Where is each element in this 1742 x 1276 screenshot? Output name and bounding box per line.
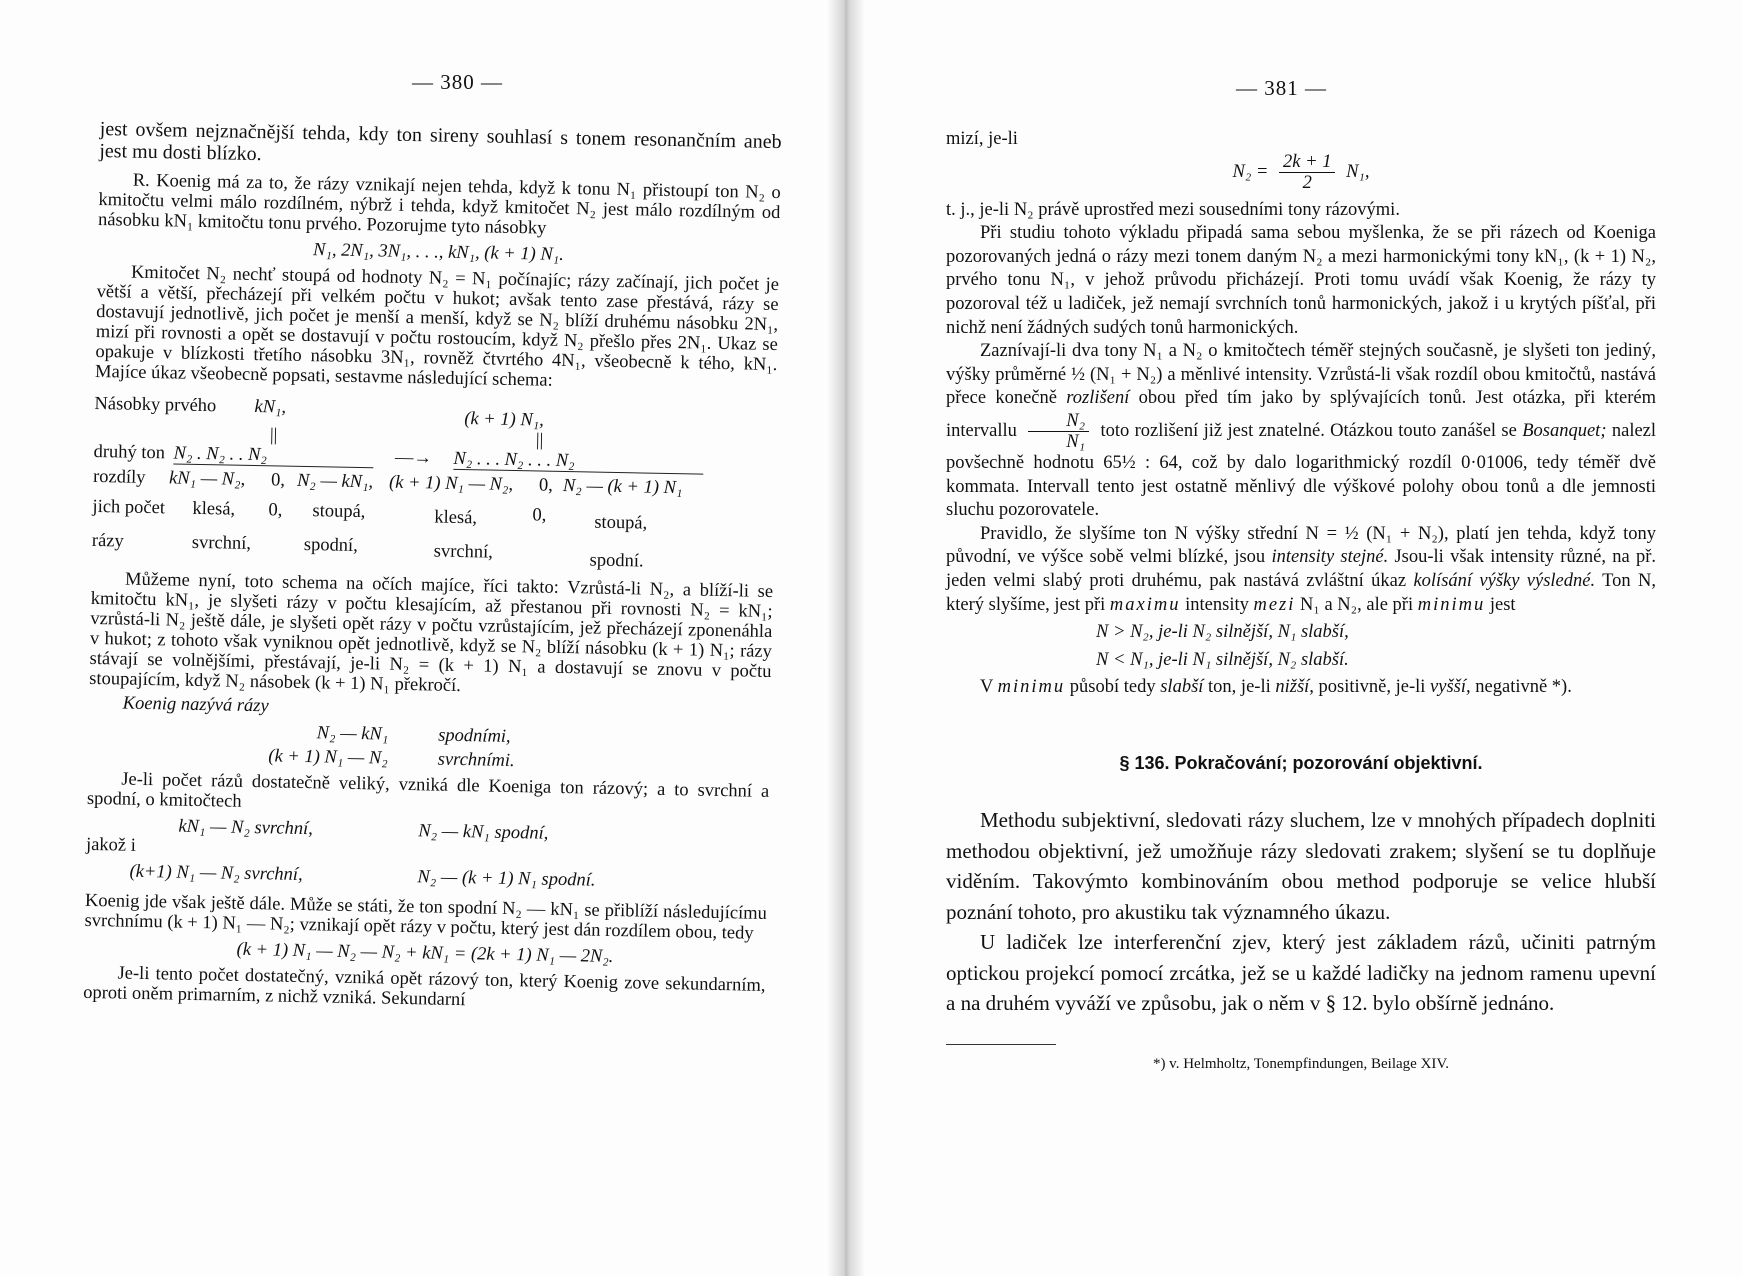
fraction: $\frac{2k + 1}{2}$ — [1279, 152, 1335, 193]
schema-cell: stoupá, — [312, 501, 366, 523]
schema-label: rázy — [91, 530, 124, 552]
formula: (k+1) N₁ — N₂ svrchní, — [129, 861, 303, 886]
formula: kN₁ — N₂ svrchní, — [178, 816, 314, 840]
schema — [91, 394, 776, 574]
left-page-text — [83, 118, 782, 1016]
schema-cell: klesá, — [192, 498, 236, 520]
schema-cell: kN₁, — [254, 397, 287, 418]
formula: (k + 1) N₁ — N₂ — [268, 746, 388, 769]
schema-cell: (k + 1) N₁, — [464, 409, 545, 431]
left-page — [0, 0, 826, 1276]
formula: N < N₁, je-li N₁ silnější, N₂ slabší. — [1096, 649, 1349, 670]
right-page — [866, 0, 1742, 1276]
schema-cell: 0, — [270, 470, 286, 491]
schema-cell: spodní. — [589, 550, 644, 572]
section-heading: § 136. Pokračování; pozorování objektivní. — [1119, 752, 1483, 773]
paragraph: Je-li počet rázů dostatečně veliký, vzniká dle Koeniga ton rázový; a to svrchní a spodní, o kmitočtech — [86, 769, 770, 812]
formula: (k + 1) N₁ — N₂ — N₂ + kN₁ = (2k + 1) N₁ — 2N₂. — [236, 939, 614, 968]
formula-label: jakož i — [85, 834, 137, 856]
book-gutter — [826, 0, 866, 1276]
schema-label: Násobky prvého — [94, 393, 217, 417]
paragraph: jest ovšem nejznačnější tehda, kdy ton sireny souhlasí s tonem resonančním aneb jest mu dosti blízko. — [99, 118, 782, 166]
schema-cell: || — [269, 425, 278, 446]
formula: N₂ — (k + 1) N₁ spodní. — [417, 867, 596, 891]
schema-cell: 0, — [268, 500, 283, 521]
schema-row — [91, 531, 773, 574]
schema-cell: || — [535, 430, 544, 451]
formula: N₂ — kN₁ — [316, 723, 389, 745]
paragraph: Při studiu tohoto výkladu připadá sama sebou myšlenka, že se při rázech od Koeniga pozorovaných jedná o rázy mezi tonem daným N₂ a mezi harmonickými tony kN₁, (k + 1) N₂, prvého tonu N₁, v jehož průvodu přicházejí. Proti tomu uvádí však Koenig, že rázy ty pozoroval též u ladiček, jež nemají svrchních tonů harmonických, jakož i u krytých píšťal, při nichž není žádných sudých tonů harmonických. — [946, 223, 1656, 338]
paragraph: Koenig nazývá rázy — [122, 693, 269, 717]
schema-cell: (k + 1) N₁ — N₂, — [388, 472, 514, 495]
formula: N₂ = $\frac{2k + 1}{2}$ N₁, — [1232, 151, 1370, 193]
schema-cell: spodní, — [303, 534, 358, 557]
formula: N₁, 2N₁, 3N₁, . . ., kN₁, (k + 1) N₁. — [312, 240, 565, 265]
schema-cell: 0, — [538, 475, 554, 496]
schema-cell: 0, — [532, 505, 547, 526]
arrow: —→ — [394, 447, 433, 469]
paragraph: Koenig jde však ještě dále. Může se státi, že ton spodní N₂ — kN₁ se přiblíží následujícímu svrchnímu (k + 1) N₁ — N₂; vznikají opět rázy v počtu, který jest dán rozdílem obou, tedy — [84, 890, 768, 944]
paragraph: V minimu působí tedy slabší ton, je-li nižší, positivně, je-li vyšší, negativně *). — [980, 677, 1572, 698]
formula: N > N₂, je-li N₂ silnější, N₁ slabší, — [1096, 622, 1349, 643]
paragraph: mizí, je-li — [946, 129, 1018, 149]
schema-cell: klesá, — [434, 507, 478, 529]
paragraph: R. Koenig má za to, že rázy vznikají nejen tehda, když k tonu N₁ přistoupí ton N₂ o kmitočtu velmi málo rozdílném, nýbrž i tehda, když kmitočet N₂ jest málo rozdílným od násobku kN₁ kmitočtu tonu prvého. Pozorujme tyto násobky — [97, 170, 781, 239]
paragraph: Methodu subjektivní, sledovati rázy sluchem, lze v mnohých případech doplniti methodou objektivní, jež umožňuje rázy sledovati zrakem; slyšení se tu doplňuje viděním. Takovýmto kombinováním obou method podporuje se velice hlubší poznání tohoto, pro akustiku tak významného úkazu. — [946, 808, 1656, 924]
schema-cell: stoupá, — [594, 512, 648, 534]
paragraph: t. j., je-li N₂ právě uprostřed mezi sousedními tony rázovými. — [946, 199, 1400, 220]
paragraph: Je-li tento počet dostatečný, vzniká opět rázový ton, který Koenig zove sekundarním, oproti oněm primarním, z nichž vzniká. Sekundarní — [83, 963, 766, 1011]
schema-label: jich počet — [92, 496, 166, 519]
paragraph: Kmitočet N₂ nechť stoupá od hodnoty N₂ = N₁ počínajíc; rázy začínají, jich počet je větší a větší, přecházejí při velkém počtu v hukot; avšak tento zase přestává, rázy se dostavují jednotlivě, jich počet je menší a menší, když se N₂ blíží druhému násobku 2N₁, mizí při rovnosti a opět se dostavují v počtu rostoucím, když N₂ přešlo přes 2N₁. Ukaz se opakuje v blízkosti třetího násobku 3N₁, rovněž čtvrtého 4N₁, všeobecně k tého, kN₁. Majíce úkaz všeobecně popsati, sestavme následující schema: — [94, 262, 780, 391]
paragraph: Můžeme nyní, toto schema na očích majíce, říci takto: Vzrůstá-li N₂, a blíží-li se kmitočtu kN₁, je slyšeti rázy v počtu klesajícím, až přestanou při rovnosti N₂ = kN₁; vzrůstá-li N₂ ještě dále, je slyšeti opět rázy v počtu vzrůstajícím, jež přecházejí zponenáhla v hukot; z tohoto však vyniknou opět jednotlivě, když se N₂ blíží násobku (k + 1) N₁; rázy stávají se volnějšími, přestávají, je-li N₂ = (k + 1) N₁ a dostavují se znovu v počtu stoupajícím, když N₂ násobek (k + 1) N₁ překročí. — [89, 569, 774, 697]
schema-cell: N₂ — (k + 1) N₁ — [562, 475, 683, 499]
schema-label: druhý ton — [93, 441, 166, 464]
page-number: — 381 — — [1236, 76, 1327, 100]
schema-cell: N₂ — kN₁, — [296, 470, 374, 493]
schema-cell: N₂ . . . N₂ . . . N₂ — [453, 449, 703, 475]
schema-cell: N₂ . N₂ . . N₂ — [173, 443, 373, 468]
footnote: *) v. Helmholtz, Tonempfindungen, Beilage XIV. — [1152, 1056, 1450, 1073]
schema-row — [92, 497, 774, 536]
schema-cell: svrchní, — [433, 541, 494, 563]
right-page-text — [946, 128, 1656, 1077]
schema-cell: kN₁ — N₂, — [168, 468, 246, 490]
schema-label: rozdíly — [92, 466, 146, 488]
footnote-rule — [946, 1044, 1056, 1045]
fraction: $\frac{\text{N₂}}{\text{N₁}}$ — [1028, 411, 1089, 452]
formula: N₂ — kN₁ spodní, — [418, 821, 549, 844]
formula-label: svrchními. — [437, 749, 515, 772]
formula-label: spodními, — [438, 725, 511, 747]
paragraph: U ladiček lze interferenční zjev, který jest základem rázů, učiniti patrným optickou projekcí pomocí zrcátka, jež se u každé ladičky na jednom ramenu upevní a na druhém vyváží ve způsobu, jak o něm v § 12. bylo obšírně jednáno. — [946, 930, 1656, 1015]
paragraph: Pravidlo, že slyšíme ton N výšky střední N = ½ (N₁ + N₂), platí jen tehda, když tony původní, ve výšce sobě velmi blízké, jsou intensity stejné. Jsou-li však intensity různé, na př. jeden velmi slabý proti druhému, pak nastává zvláštní úkaz kolísání výšky výsledné. Ton N, který slyšíme, jest při maximu intensity mezi N₁ a N₂, ale při minimu jest — [946, 523, 1657, 615]
paragraph: Zaznívají-li dva tony N₁ a N₂ o kmitočtech téměř stejných současně, je slyšeti ton jediný, výšky průměrné ½ (N₁ + N₂) a měnlivé intensity. Vzrůstá-li však rozdíl obou kmitočtů, nastává přece konečně rozlišení obou před tím jako by splývajících tonů. Jest otázka, při kterém intervallu $\frac{\text{N₂}}{\text{N₁}}$ toto rozlišení již jest znatelné. Otázkou touto zanášel se Bosanquet; nalezl povšechně hodnotu 65½ : 64, což by dalo logarithmický rozdíl 0·01006, tedy téměř dvě kommata. Intervall tento jest ostatně měnlivý dle výškové polohy obou tonů a dle jemnosti sluchu pozorovatele. — [946, 341, 1657, 521]
page-number: — 380 — — [412, 70, 503, 94]
schema-cell: svrchní, — [191, 532, 252, 554]
